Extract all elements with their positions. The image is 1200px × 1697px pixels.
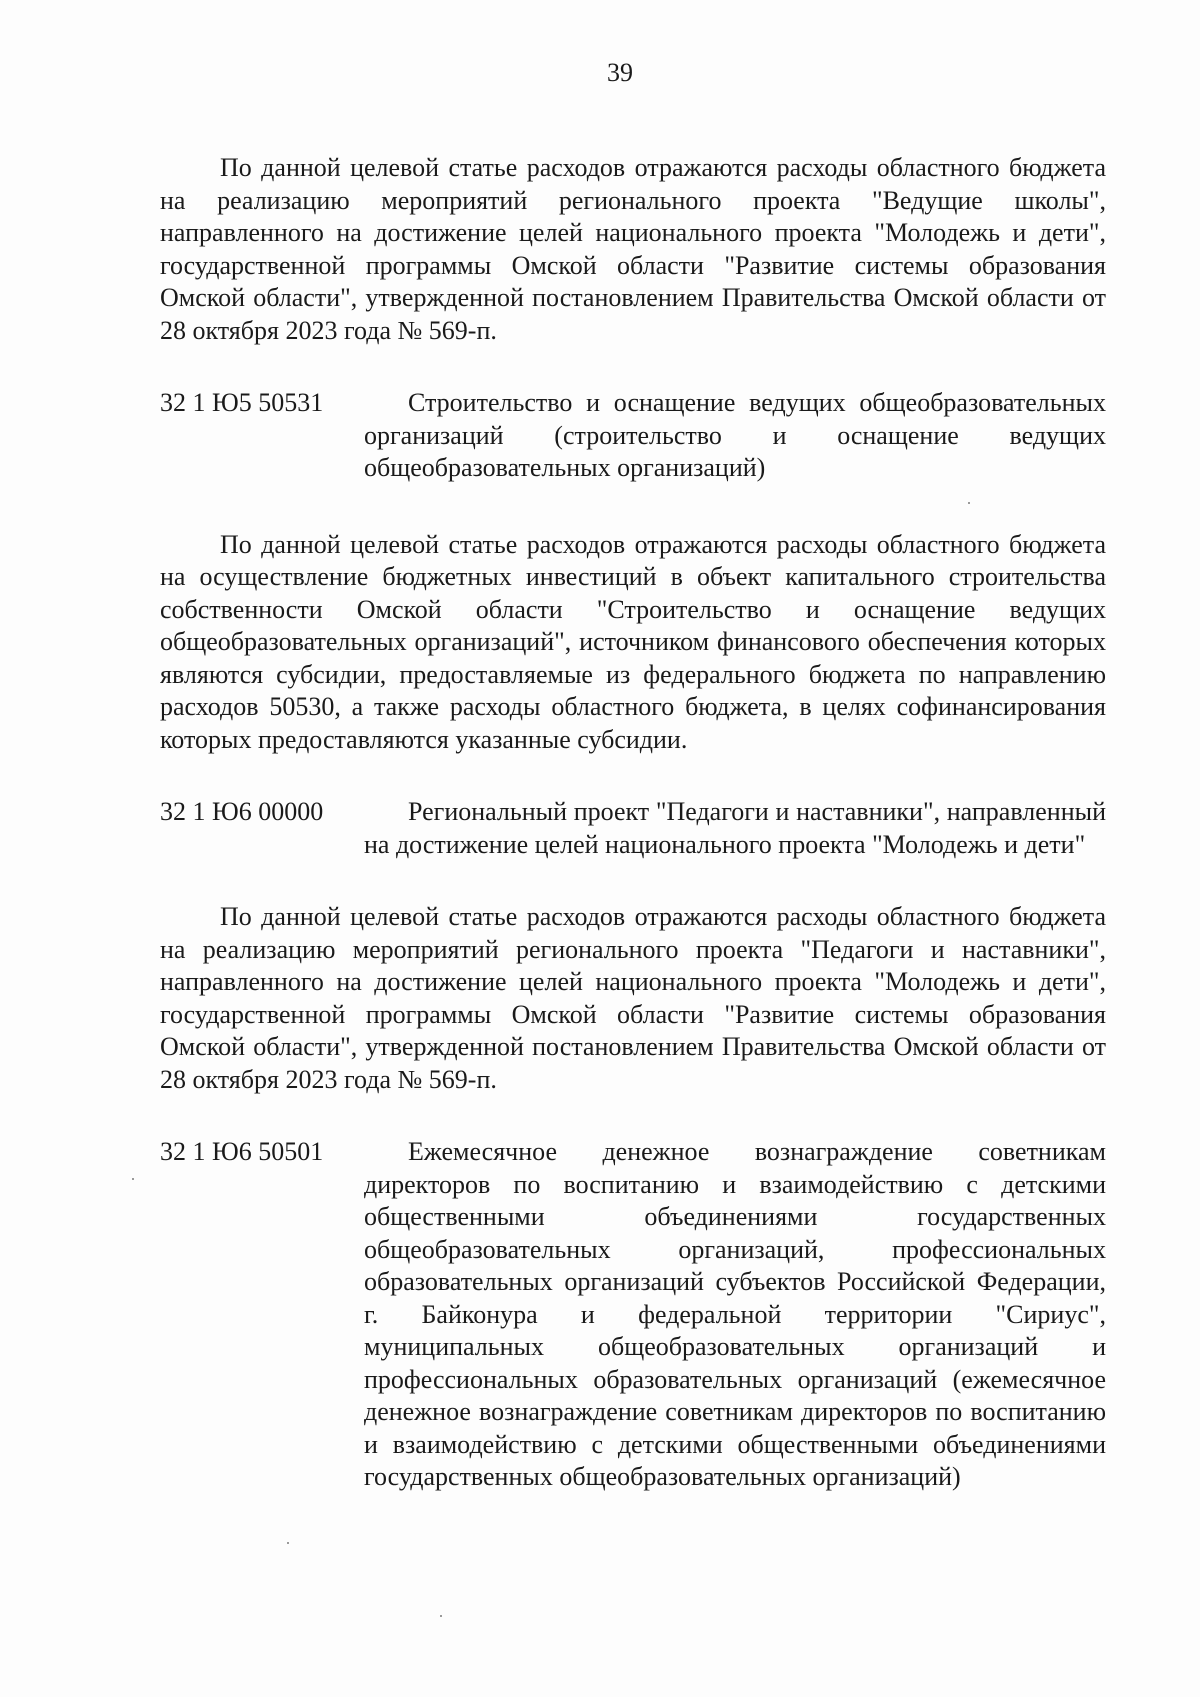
budget-entry [160, 1136, 1106, 1494]
spacer [160, 756, 1106, 796]
spacer [160, 861, 1106, 901]
spacer [160, 1096, 1106, 1136]
paragraph-vedushchie-shkoly: По данной целевой статье расходов отражаются расходы областного бюджета на реализацию мероприятий регионального проекта "Ведущие школы", направленного на достижение целей национального проекта "Молодежь и дети", государственной программы Омской области "Развитие системы образования Омской области", утвержденной постановлением Правительства Омской области от 28 октября 2023 года № 569-п. [160, 153, 1106, 345]
paragraph-investments: По данной целевой статье расходов отражаются расходы областного бюджета на осуществление бюджетных инвестиций в объект капитального строительства собственности Омской области "Строительство и оснащение ведущих общеобразовательных организаций", источником финансового обеспечения которых являются субсидии, предоставляемые из федерального бюджета по направлению расходов 50530, а также расходы областного бюджета, в целях софинансирования которых предоставляются указанные субсидии. [160, 529, 1106, 754]
scan-speck [968, 502, 970, 504]
spacer [160, 485, 1106, 529]
budget-code: 32 1 Ю6 00000 [160, 797, 324, 826]
paragraph-pedagogi-i-nastavniki: По данной целевой статье расходов отражаются расходы областного бюджета на реализацию мероприятий регионального проекта "Педагоги и наставники", направленного на достижение целей национального проекта "Молодежь и дети", государственной программы Омской области "Развитие системы образования Омской области", утвержденной постановлением Правительства Омской области от 28 октября 2023 года № 569-п. [160, 902, 1106, 1094]
scan-speck [287, 1542, 289, 1544]
document-body [160, 152, 1106, 1494]
budget-entry-title: Ежемесячное денежное вознаграждение советникам директоров по воспитанию и взаимодействию с детскими общественными объединениями государственных общеобразовательных организаций, профессиональных образовательных организаций субъектов Российской Федерации, г. Байконура и федеральной территории "Сириус", муниципальных общеобразовательных организаций и профессиональных образовательных организаций (ежемесячное денежное вознаграждение советникам директоров по воспитанию и взаимодействию с детскими общественными объединениями государственных общеобразовательных организаций) [364, 1137, 1106, 1491]
budget-entry [160, 796, 1106, 861]
budget-code: 32 1 Ю5 50531 [160, 388, 324, 417]
budget-entry [160, 387, 1106, 485]
budget-entry-title: Строительство и оснащение ведущих общеобразовательных организаций (строительство и оснащение ведущих общеобразовательных организаций) [364, 388, 1106, 482]
scan-speck [440, 1615, 442, 1617]
budget-entry-title: Региональный проект "Педагоги и наставники", направленный на достижение целей национального проекта "Молодежь и дети" [364, 797, 1106, 859]
budget-code: 32 1 Ю6 50501 [160, 1137, 324, 1166]
page-number: 39 [607, 58, 633, 87]
scan-speck [132, 1178, 134, 1180]
spacer [160, 347, 1106, 387]
